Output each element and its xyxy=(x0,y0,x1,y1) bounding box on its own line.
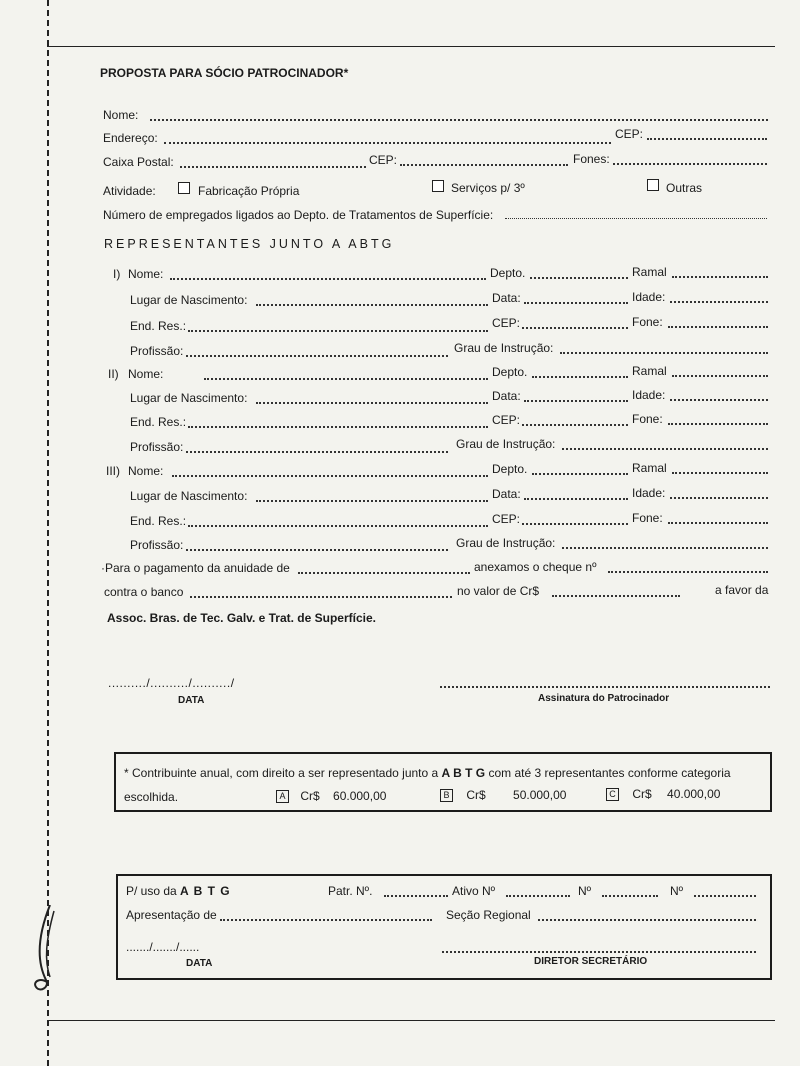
date-label: DATA xyxy=(178,695,205,706)
rep2-profissao-label: Profissão: xyxy=(130,440,184,454)
rep1-idade-label: Idade: xyxy=(632,290,666,304)
option-a[interactable] xyxy=(276,789,386,803)
signature-field[interactable] xyxy=(440,686,770,688)
caixa-cep-label: CEP: xyxy=(369,153,398,167)
rep3-fone-label: Fone: xyxy=(632,511,663,525)
rep2-end-field[interactable] xyxy=(188,426,488,428)
rep1-lugar-label: Lugar de Nascimento: xyxy=(130,293,248,307)
rep3-end-field[interactable] xyxy=(188,525,488,527)
rep2-nome-label: Nome: xyxy=(128,367,164,381)
rep1-idade-field[interactable] xyxy=(670,301,768,303)
option-c-currency: Cr$ xyxy=(632,787,652,801)
rep1-fone-field[interactable] xyxy=(668,326,768,328)
patr-label: Patr. Nº. xyxy=(328,884,373,898)
ativo-label: Ativo Nº xyxy=(452,884,496,898)
rep3-nome-field[interactable] xyxy=(172,475,488,477)
form-title: PROPOSTA PARA SÓCIO PATROCINADOR* xyxy=(100,66,349,80)
empregados-label: Número de empregados ligados ao Depto. de Tratamentos de Superfície: xyxy=(103,208,494,222)
patr-field[interactable] xyxy=(384,895,448,897)
rep3-ramal-field[interactable] xyxy=(672,472,768,474)
office-abtg: A B T G xyxy=(180,884,231,898)
contrib-abtg: A B T G xyxy=(441,766,486,780)
fones-field[interactable] xyxy=(613,163,767,165)
rep1-lugar-field[interactable] xyxy=(256,304,488,306)
payment-line1: ·Para o pagamento da anuidade de xyxy=(101,561,290,575)
rep2-depto-label: Depto. xyxy=(492,365,528,379)
signature-label: Assinatura do Patrocinador xyxy=(538,693,670,704)
office-puso-label: P/ uso da xyxy=(126,884,177,898)
rep1-cep-field[interactable] xyxy=(522,327,628,329)
rep1-end-label: End. Res.: xyxy=(130,319,187,333)
rep2-grau-field[interactable] xyxy=(562,448,768,450)
cheque-field[interactable] xyxy=(608,571,768,573)
rep1-cep-label: CEP: xyxy=(492,316,521,330)
nome-field[interactable] xyxy=(150,119,768,121)
endereco-cep-label: CEP: xyxy=(615,127,644,141)
option-b[interactable] xyxy=(440,788,566,802)
anexamos-label: anexamos o cheque nº xyxy=(474,560,597,574)
fabricacao-checkbox[interactable] xyxy=(178,182,190,194)
outras-label: Outras xyxy=(666,181,703,195)
option-c[interactable] xyxy=(606,787,720,801)
rep1-nome-label: Nome: xyxy=(128,267,164,281)
option-c-box[interactable]: C xyxy=(606,788,619,801)
caixa-cep-field[interactable] xyxy=(400,164,568,166)
diretor-field[interactable] xyxy=(442,951,756,953)
no2-field[interactable] xyxy=(694,895,756,897)
rep2-idade-field[interactable] xyxy=(670,399,768,401)
contrib-text xyxy=(124,766,731,780)
rep1-ramal-label: Ramal xyxy=(632,265,667,279)
rep1-end-field[interactable] xyxy=(188,330,488,332)
bottom-rule xyxy=(47,1020,775,1021)
contrib-text-1: * Contribuinte anual, com direito a ser representado junto a xyxy=(124,766,439,780)
rep2-numeral: II) xyxy=(108,367,119,381)
rep2-cep-field[interactable] xyxy=(522,424,628,426)
rep1-data-label: Data: xyxy=(492,291,521,305)
rep2-grau-label: Grau de Instrução: xyxy=(456,437,556,451)
apresentacao-label: Apresentação de xyxy=(126,908,217,922)
rep2-idade-label: Idade: xyxy=(632,388,666,402)
option-b-value: 50.000,00 xyxy=(513,788,567,802)
caixa-postal-field[interactable] xyxy=(180,166,366,168)
anuidade-field[interactable] xyxy=(298,572,470,574)
contrib-text-2: com até 3 representantes conforme categoria xyxy=(488,766,731,780)
endereco-cep-field[interactable] xyxy=(647,138,767,140)
rep1-profissao-label: Profissão: xyxy=(130,344,184,358)
rep2-data-label: Data: xyxy=(492,389,521,403)
no1-field[interactable] xyxy=(602,895,658,897)
rep2-lugar-label: Lugar de Nascimento: xyxy=(130,391,248,405)
apresentacao-field[interactable] xyxy=(220,919,432,921)
rep1-nome-field[interactable] xyxy=(170,278,486,280)
rep1-grau-label: Grau de Instrução: xyxy=(454,341,554,355)
rep2-depto-field[interactable] xyxy=(532,376,628,378)
rep3-nome-label: Nome: xyxy=(128,464,164,478)
rep1-grau-field[interactable] xyxy=(560,352,768,354)
rep1-profissao-field[interactable] xyxy=(186,355,448,357)
option-c-value: 40.000,00 xyxy=(667,787,721,801)
rep3-lugar-label: Lugar de Nascimento: xyxy=(130,489,248,503)
rep1-depto-field[interactable] xyxy=(530,277,628,279)
rep3-cep-field[interactable] xyxy=(522,523,628,525)
rep2-ramal-field[interactable] xyxy=(672,375,768,377)
banco-field[interactable] xyxy=(190,596,452,598)
rep2-data-field[interactable] xyxy=(524,400,628,402)
rep3-profissao-field[interactable] xyxy=(186,549,448,551)
scissors-icon xyxy=(28,905,68,995)
favor-label: a favor da xyxy=(715,583,769,597)
rep3-profissao-label: Profissão: xyxy=(130,538,184,552)
option-b-currency: Cr$ xyxy=(466,788,486,802)
fabricacao-label: Fabricação Própria xyxy=(198,184,300,198)
endereco-field[interactable] xyxy=(164,142,611,144)
rep2-fone-label: Fone: xyxy=(632,412,663,426)
rep3-data-label: Data: xyxy=(492,487,521,501)
contrib-box xyxy=(114,752,772,812)
rep2-cep-label: CEP: xyxy=(492,413,521,427)
rep2-profissao-field[interactable] xyxy=(186,451,448,453)
nome-label: Nome: xyxy=(103,108,139,122)
office-date-label: DATA xyxy=(186,958,213,969)
contrib-escolhida: escolhida. xyxy=(124,790,179,804)
rep3-end-label: End. Res.: xyxy=(130,514,187,528)
fones-label: Fones: xyxy=(573,152,610,166)
caixa-postal-label: Caixa Postal: xyxy=(103,155,174,169)
rep3-lugar-field[interactable] xyxy=(256,500,488,502)
rep3-ramal-label: Ramal xyxy=(632,461,667,475)
rep3-cep-label: CEP: xyxy=(492,512,521,526)
representantes-heading: REPRESENTANTES JUNTO A ABTG xyxy=(104,237,395,251)
option-a-box[interactable]: A xyxy=(276,790,289,803)
office-date-field[interactable]: ......./......./...... xyxy=(126,940,200,954)
rep2-end-label: End. Res.: xyxy=(130,415,187,429)
rep2-fone-field[interactable] xyxy=(668,423,768,425)
rep1-fone-label: Fone: xyxy=(632,315,663,329)
outras-checkbox[interactable] xyxy=(647,179,659,191)
rep1-depto-label: Depto. xyxy=(490,266,526,280)
banco-label: contra o banco xyxy=(104,585,184,599)
rep3-grau-field[interactable] xyxy=(562,547,768,549)
rep1-data-field[interactable] xyxy=(524,302,628,304)
assoc-name: Assoc. Bras. de Tec. Galv. e Trat. de Superfície. xyxy=(107,611,376,625)
rep3-depto-label: Depto. xyxy=(492,462,528,476)
rep2-ramal-label: Ramal xyxy=(632,364,667,378)
option-b-box[interactable]: B xyxy=(440,789,453,802)
option-a-currency: Cr$ xyxy=(300,789,320,803)
rep3-depto-field[interactable] xyxy=(532,473,628,475)
servicos-label: Serviços p/ 3º xyxy=(451,181,525,195)
rep3-idade-field[interactable] xyxy=(670,497,768,499)
empregados-field[interactable] xyxy=(505,218,767,219)
rep1-ramal-field[interactable] xyxy=(672,276,768,278)
no2-label: Nº xyxy=(670,884,684,898)
rep3-numeral: III) xyxy=(106,464,120,478)
atividade-label: Atividade: xyxy=(103,184,156,198)
rep2-lugar-field[interactable] xyxy=(256,402,488,404)
rep3-fone-field[interactable] xyxy=(668,522,768,524)
rep2-nome-field[interactable] xyxy=(204,378,488,380)
valor-label: no valor de Cr$ xyxy=(457,584,540,598)
no1-label: Nº xyxy=(578,884,592,898)
secao-label: Seção Regional xyxy=(446,908,531,922)
option-a-value: 60.000,00 xyxy=(333,789,387,803)
date-field[interactable]: ........../........../........../ xyxy=(108,676,235,690)
rep1-numeral: I) xyxy=(113,267,121,281)
secao-field[interactable] xyxy=(538,919,756,921)
office-puso xyxy=(126,884,231,898)
top-rule xyxy=(47,46,775,47)
ativo-field[interactable] xyxy=(506,895,570,897)
valor-field[interactable] xyxy=(552,595,680,597)
rep3-grau-label: Grau de Instrução: xyxy=(456,536,556,550)
rep3-idade-label: Idade: xyxy=(632,486,666,500)
servicos-checkbox[interactable] xyxy=(432,180,444,192)
diretor-label: DIRETOR SECRETÁRIO xyxy=(534,956,648,967)
rep3-data-field[interactable] xyxy=(524,498,628,500)
endereco-label: Endereço: xyxy=(103,131,158,145)
